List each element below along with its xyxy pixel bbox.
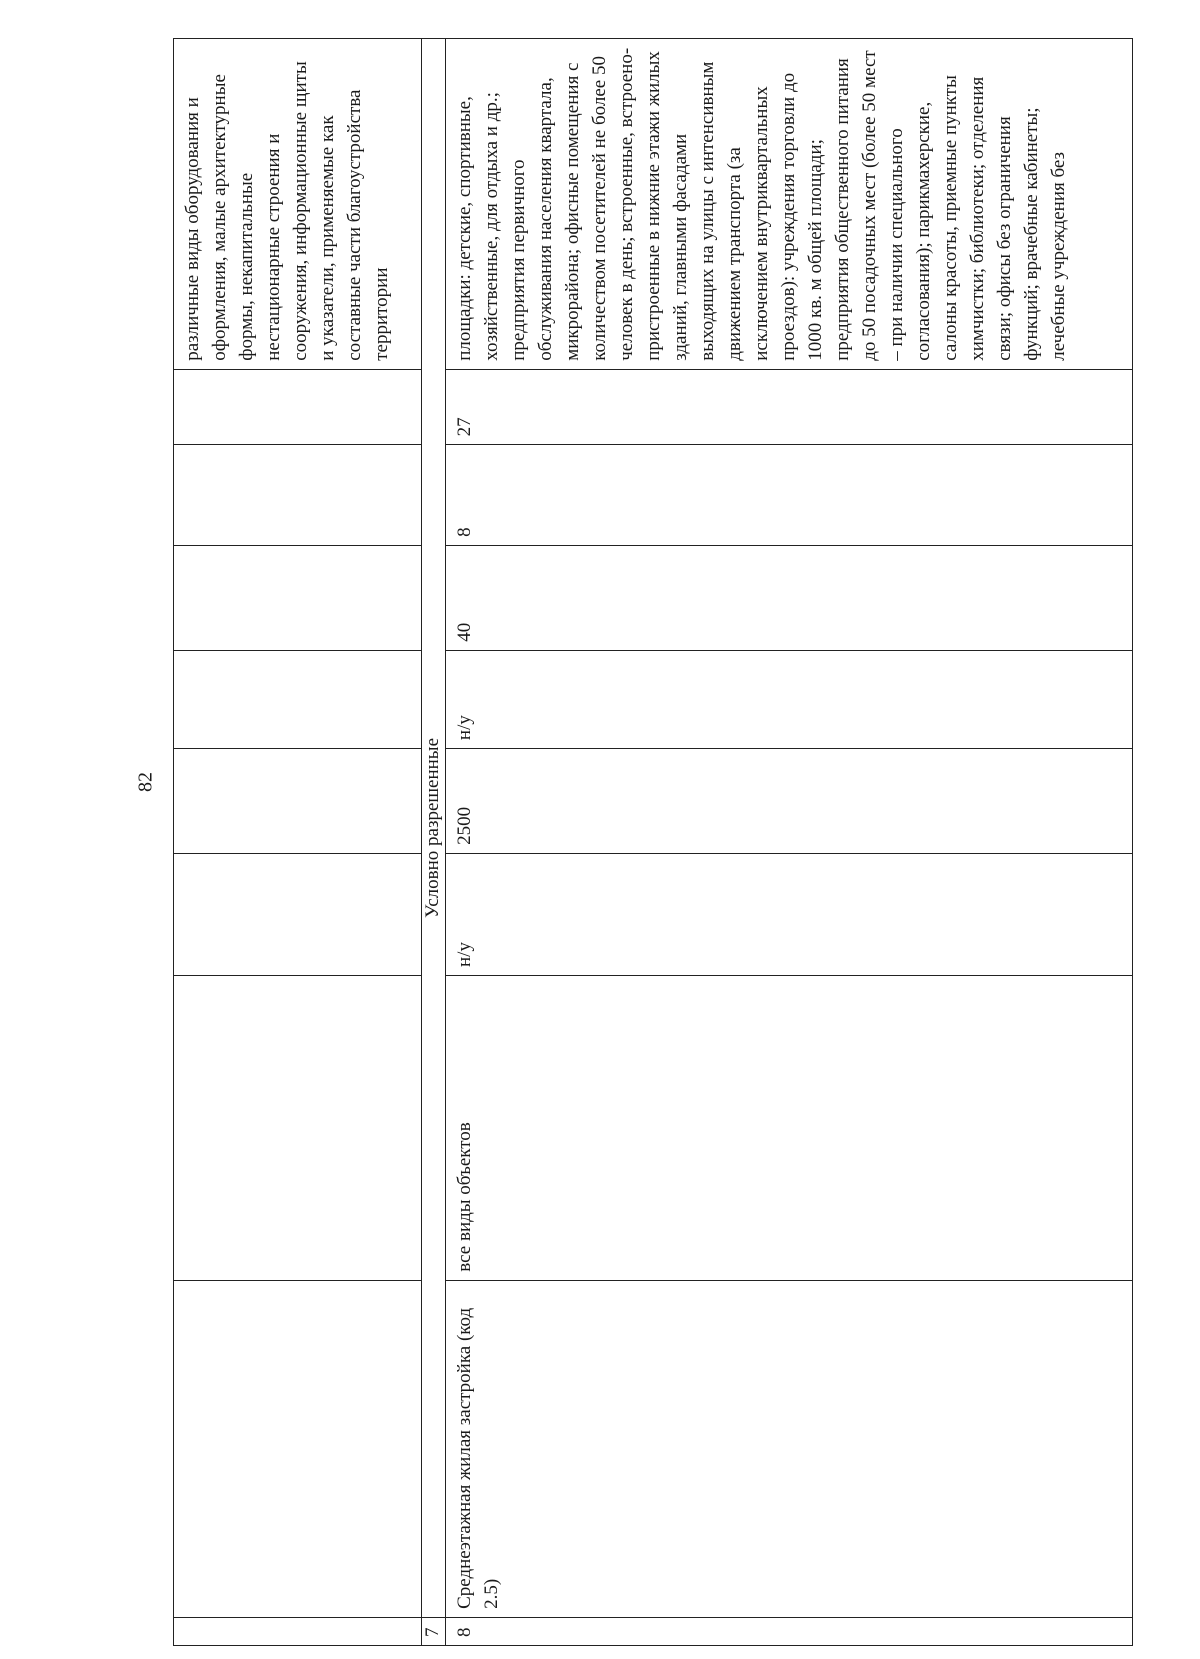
section-number: 7 bbox=[422, 1617, 446, 1645]
cell-value-2: 2500 bbox=[446, 749, 1133, 854]
land-use-table bbox=[173, 38, 1133, 1646]
page-number-text: 82 bbox=[134, 772, 157, 792]
cell-value-6: 27 bbox=[446, 369, 1133, 445]
land-use-table-wrapper bbox=[173, 38, 1133, 1646]
cell-value-3 bbox=[174, 650, 422, 748]
cell-value-4 bbox=[174, 545, 422, 650]
table-row-continuation bbox=[174, 39, 422, 1646]
cell-number bbox=[174, 1617, 422, 1645]
section-title: Условно разрешенные bbox=[422, 39, 446, 1618]
cell-value-5 bbox=[174, 445, 422, 546]
cell-object-types: все виды объектов bbox=[446, 975, 1133, 1280]
cell-value-3: н/у bbox=[446, 650, 1133, 748]
cell-value-2 bbox=[174, 749, 422, 854]
cell-number: 8 bbox=[446, 1617, 1133, 1645]
cell-value-6 bbox=[174, 369, 422, 445]
table-row-main bbox=[446, 39, 1133, 1646]
cell-value-1: н/у bbox=[446, 853, 1133, 975]
table-row-section-header bbox=[422, 39, 446, 1646]
cell-name bbox=[174, 1280, 422, 1617]
land-use-table-rotated bbox=[173, 38, 1133, 1646]
cell-value-5: 8 bbox=[446, 445, 1133, 546]
cell-value-1 bbox=[174, 853, 422, 975]
cell-value-4: 40 bbox=[446, 545, 1133, 650]
cell-description: площадки: детские, спортивные, хозяйственные, для отдыха и др.; предприятия первичного обслуживания населения квартала, микрорайона; офисные помещения с количеством посетителей не более 50 человек в день; встроенные, встроено-пристроенные в нижние этажи жилых зданий, главными фасадами выходящих на улицы с интенсивным движением транспорта (за исключением внутриквартальных проездов): учреждения торговли до 1000 кв. м общей площади; предприятия общественного питания до 50 посадочных мест (более 50 мест – при наличии специального согласования); парикмахерские, салоны красоты, приемные пункты химчистки; библиотеки; отделения связи; офисы без ограничения функций; врачебные кабинеты; лечебные учреждения без bbox=[446, 39, 1133, 370]
cell-description: различные виды оборудования и оформления, малые архитектурные формы, некапитальные нестационарные строения и сооружения, информационные щиты и указатели, применяемые как составные части благоустройства территории bbox=[174, 39, 422, 370]
cell-name: Среднеэтажная жилая застройка (код 2.5) bbox=[446, 1280, 1133, 1617]
cell-object-types bbox=[174, 975, 422, 1280]
